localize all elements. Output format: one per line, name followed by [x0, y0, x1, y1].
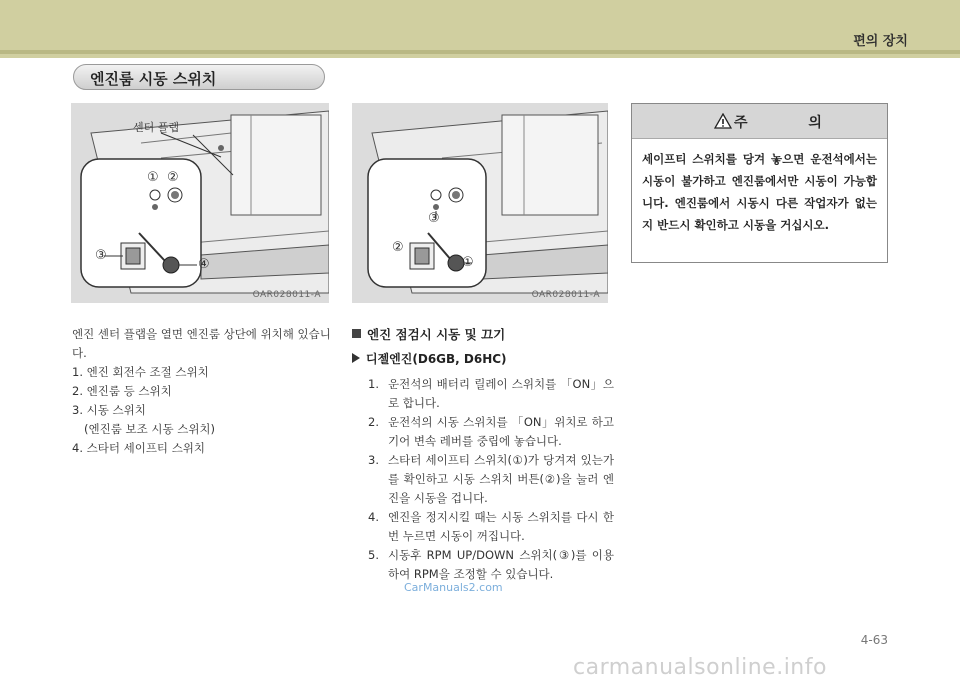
- label-3: ③: [428, 211, 440, 226]
- step-item: 2. 운전석의 시동 스위치를 「ON」위치로 하고 기어 변속 레버를 중립에 놓습니다.: [368, 415, 614, 448]
- page-number: 4-63: [860, 633, 888, 647]
- figure-left: [71, 103, 329, 303]
- step-item: 1. 운전석의 배터리 릴레이 스위치를 「ON」으로 합니다.: [368, 377, 614, 410]
- caution-text: 세이프티 스위치를 당겨 놓으면 운전석에서는 시동이 불가하고 엔진룸에서만 시동이 가능합니다. 엔진룸에서 시동시 다른 작업자가 없는지 반드시 확인하고 시동을 거십시오.: [642, 152, 877, 232]
- caution-box: [631, 103, 888, 263]
- label-3: ③: [95, 248, 107, 263]
- label-1: ①: [147, 170, 159, 185]
- intro-text: 엔진 센터 플랩을 열면 엔진룸 상단에 위치해 있습니다.: [72, 327, 331, 360]
- label-1: ①: [462, 255, 474, 270]
- section-title: 편의 장치: [853, 34, 908, 49]
- list-item: 1. 엔진 회전수 조절 스위치: [72, 365, 209, 379]
- square-bullet-icon: [352, 329, 361, 338]
- footer-watermark: carmanualsonline.info: [573, 655, 827, 680]
- header-band: [0, 0, 960, 58]
- list-item: 4. 스타터 세이프티 스위치: [72, 441, 206, 455]
- engine-bay-illustration-right: [352, 103, 608, 303]
- label-4: ④: [198, 257, 210, 272]
- page-title: 엔진룸 시동 스위치: [90, 70, 217, 88]
- warning-icon: [714, 113, 732, 129]
- left-column: [72, 325, 332, 458]
- section-heading: 엔진 점검시 시동 및 끄기: [352, 325, 614, 344]
- step-item: 3. 스타터 세이프티 스위치(①)가 당겨져 있는가를 확인하고 시동 스위치 버튼(②)을 눌러 엔진을 시동을 겁니다.: [368, 453, 614, 505]
- triangle-bullet-icon: [352, 353, 360, 363]
- figure-right: [352, 103, 608, 303]
- list-item-note: (엔진룸 보조 시동 스위치): [84, 422, 216, 436]
- list-item: 2. 엔진룸 등 스위치: [72, 384, 172, 398]
- label-2: ②: [392, 240, 404, 255]
- title-pill: [73, 64, 325, 90]
- step-item: 4. 엔진을 정지시킬 때는 시동 스위치를 다시 한번 누르면 시동이 꺼집니다.: [368, 510, 614, 543]
- step-item: 5. 시동후 RPM UP/DOWN 스위치(③)를 이용하여 RPM을 조정할 수 있습니다.: [368, 548, 614, 581]
- figure-code-right: OAR028011-A: [531, 290, 600, 300]
- caution-header: [632, 104, 887, 139]
- engine-bay-illustration-left: [71, 103, 329, 303]
- list-item: 3. 시동 스위치: [72, 403, 146, 417]
- callout-center-flap: 센터 플랩: [133, 121, 180, 134]
- label-2: ②: [167, 170, 179, 185]
- right-column: [352, 325, 614, 584]
- overlay-watermark: CarManuals2.com: [404, 581, 503, 594]
- figure-code-left: OAR028011-A: [252, 290, 321, 300]
- header-rule: [0, 50, 960, 54]
- caution-title: 주 의: [734, 115, 850, 131]
- subsection-heading: 디젤엔진(D6GB, D6HC): [352, 350, 614, 369]
